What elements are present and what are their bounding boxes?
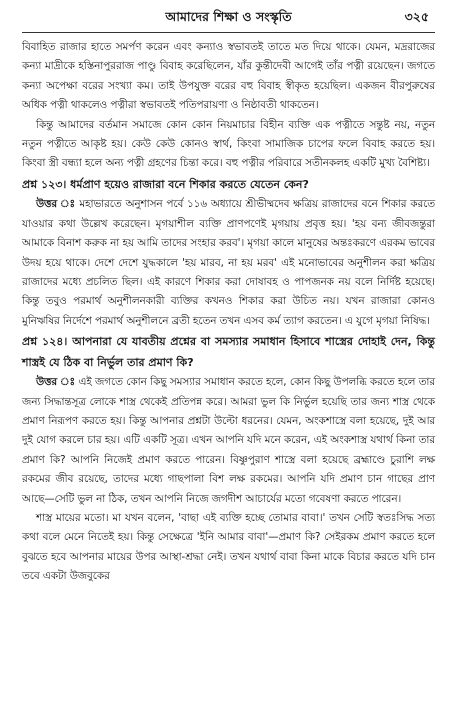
header-rule (22, 32, 435, 33)
page-number: ৩২৫ (404, 9, 429, 24)
running-title: আমাদের শিক্ষা ও সংস্কৃতি (165, 9, 292, 24)
paragraph-last: শাস্ত্র মায়ের মতো। মা যখন বলেন, 'বাছা এই ব্যক্তি হচ্ছে তোমার বাবা।' তখন সেটি স্বতঃসিদ্ধ সত্য কথা বলে মেনে নিতেই হয়। কিন্তু সেক্ষেত্রে 'ইনি আমার বাবা'—প্রমাণ কি? সেইরকম প্রমাণ করতে হলে বুঝতে হবে আপনার মায়ের উপর আস্থা-শ্রদ্ধা নেই। তখন যথার্থ বাবা কিনা মাকে বিচার করতে যদি চান তবে একটা উজবুকের (22, 512, 435, 583)
answer-123 (22, 195, 435, 331)
running-header (22, 6, 435, 28)
answer-124-text: এই জগতে কোন কিছু সমস্যার সমাধান করতে হলে, কোন কিছু উপলব্ধি করতে হলে তার জন্য সিদ্ধান্তসূত্র লোকে শাস্ত্র থেকেই প্রতিপন্ন করে। আমরা ভুল কি নির্ভুল হয়েছি তার জন্য শাস্ত্র থেকে প্রমাণ নিরূপণ করতে হয়। কিন্তু আপনার প্রশ্নটা উল্টো ধরনের। যেমন, অংকশাস্ত্রে বলা হয়েছে, দুই আর দুই যোগ করলে চার হয়। এটি একটি সূত্র। এখন আপনি যদি মনে করেন, এই অংকশাস্ত্র যথার্থ কিনা তার প্রমাণ কি? আপনি নিজেই প্রমাণ করতে পারেন। বিষ্ণুপুরাণ শাস্ত্রে বলা হয়েছে ব্রহ্মাণ্ডে চুরাশি লক্ষ রকমের জীব রয়েছে, তাদের মধ্যে গাছপালা বিশ লক্ষ রকমের। আপনি যদি প্রমাণ চান গাছের প্রাণ আছে—সেটি ভুল না ঠিক, তখন আপনি নিজে জগদীশ আচার্যের মতো গবেষণা করতে পারেন। (22, 376, 435, 505)
answer-123-text: মহাভারতে অনুশাসন পর্বে ১১৬ অধ্যায়ে শ্রীভীষ্মদেব ক্ষত্রিয় রাজাদের বনে শিকার করতে যাওয়ার কথা উল্লেখ করেছেন। মৃগয়াশীল ব্যক্তি প্রাণপণেই মৃগয়ায় প্রবৃত্ত হয়। 'হয় বন্য জীবজন্তুরা আমাকে বিনাশ করুক না হয় আমি তাদের সংহার করব'। মৃগয়া কালে মানুষের অন্তঃকরণে এরকম ভাবের উদয় হয়ে থাকে। দেশে দেশে যুদ্ধকালে 'হয় মারব, না হয় মরব' এই মনোভাবের অনুশীলন করা ক্ষত্রিয় রাজাদের মধ্যে প্রচলিত ছিল। এই কারণে শিকার করা দোষাবহ ও পাপজনক নয় বলে নির্দিষ্ট হয়েছে। কিন্তু তবুও পরমার্থ অনুশীলনকারী ব্যক্তির কখনও শিকার করা উচিত নয়। যখন রাজারা কোনও মুনিঋষির নির্দেশে পরমার্থ অনুশীলনে ব্রতী হতেন তখন এসব কর্ম ত্যাগ করতেন। এ যুগে মৃগয়া নিষিদ্ধ। (22, 198, 435, 327)
question-124: প্রশ্ন ১২৪। আপনারা যে যাবতীয় প্রশ্নের বা সমস্যার সমাধান হিসাবে শাস্ত্রের দোহাই দেন, কিন্তু শাস্ত্রই যে ঠিক বা নির্ভুল তার প্রমাণ কি? (22, 335, 435, 369)
answer-label: উত্তর ঃ (36, 376, 76, 389)
paragraph-2: কিন্তু আমাদের বর্তমান সমাজে কোন কোন নিয়মাচার বিহীন ব্যক্তি এক পত্নীতে সন্তুষ্ট নয়, নতুন নতুন পত্নীতে আকৃষ্ট হয়। কেউ কেউ কোনও স্বার্থ, কিংবা সামাজিক চাপের ফলে বিবাহ করতে হয়। কিংবা স্ত্রী বন্ধ্যা হলে অন্য পত্নী গ্রহণের চিন্তা করে। বহু পত্নীর পরিবারে সতীনকলহ একটি মুখ্য বৈশিষ্ট্য। (22, 118, 435, 170)
paragraph-1: বিবাহিত রাজার হাতে সমর্পণ করেন এবং কন্যাও স্বভাবতই তাতে মত দিয়ে থাকে। যেমন, মদ্ররাজের কন্যা মাদ্রীকে হস্তিনাপুররাজ পাণ্ডু বিবাহ করেছিলেন, যাঁর কুন্তীদেবী আগেই তাঁর পত্নী রয়েছেন। জগতে কন্যা অপেক্ষা বরের সংখ্যা কম। তাই উপযুক্ত বরের বহু বিবাহ স্বীকৃত হয়েছিল। একজন বীরপুরুষের অধিক পত্নী থাকলেও পত্নীরা স্বভাবতই পতিপরায়ণা ও নিষ্ঠাবতী থাকতেন। (22, 41, 435, 112)
answer-label: উত্তর ঃ (36, 198, 76, 211)
answer-124 (22, 373, 435, 509)
question-123: প্রশ্ন ১২৩। ধর্মপ্রাণ হয়েও রাজারা বনে শিকার করতে যেতেন কেন? (22, 177, 309, 191)
